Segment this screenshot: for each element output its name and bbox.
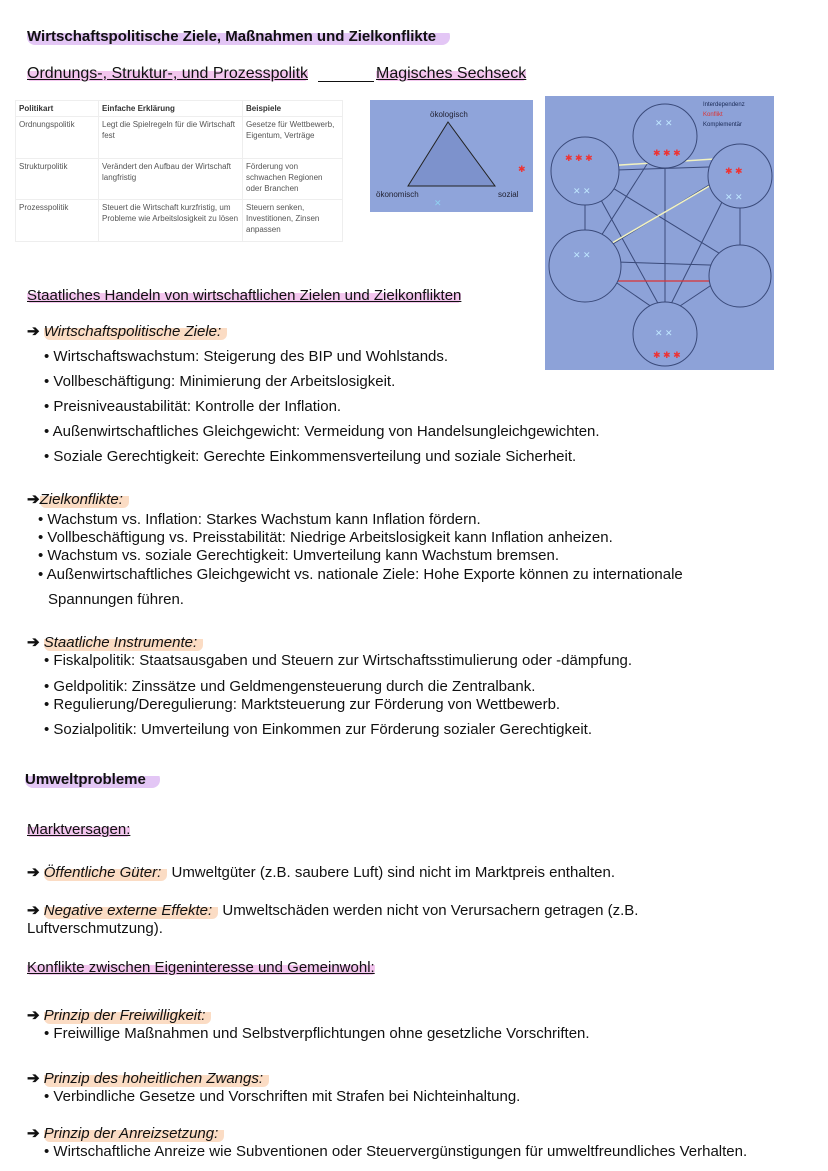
list-item: • Verbindliche Gesetze und Vorschriften mit Strafen bei Nichteinhaltung. (44, 1088, 521, 1105)
definition: Umweltschäden werden nicht von Verursachern getragen (z.B. (218, 902, 639, 919)
cell: Steuert die Wirtschaft kurzfristig, um Probleme wie Arbeitslosigkeit zu lösen (99, 200, 243, 242)
prinzip-anreizsetzung (27, 1125, 224, 1143)
list-item: • Wirtschaftliche Anreize wie Subventionen oder Steuervergünstigungen für umweltfreundliches Verhalten. (44, 1143, 748, 1160)
oeffentliche-gueter (27, 864, 615, 882)
list-item: • Preisniveaustabilität: Kontrolle der Inflation. (44, 398, 342, 415)
heading-text: Prinzip der Anreizsetzung: (44, 1125, 225, 1142)
page-title (27, 28, 450, 46)
divider-line (318, 81, 374, 82)
svg-text:Konflikt: Konflikt (703, 112, 723, 118)
star-mark: ✱ (518, 164, 526, 174)
title-text: Wirtschaftspolitische Ziele, Maßnahmen und Zielkonflikte (27, 28, 450, 45)
header-cell: Beispiele (243, 101, 343, 117)
list-item: • Wirtschaftswachstum: Steigerung des BIP und Wohlstands. (44, 348, 449, 365)
cell: Legt die Spielregeln für die Wirtschaft fest (99, 117, 243, 159)
list-item: • Wachstum vs. soziale Gerechtigkeit: Umverteilung kann Wachstum bremsen. (38, 547, 559, 564)
cross-mark: ✕ (434, 198, 442, 208)
list-item: • Fiskalpolitik: Staatsausgaben und Steuern zur Wirtschaftsstimulierung oder -dämpfung. (44, 652, 633, 669)
list-item: • Geldpolitik: Zinssätze und Geldmengensteuerung durch die Zentralbank. (44, 678, 536, 695)
svg-text:✱ ✱ ✱: ✱ ✱ ✱ (565, 153, 593, 163)
heading-text: Prinzip der Freiwilligkeit: (44, 1007, 212, 1024)
heading-text: Konflikte zwischen Eigeninteresse und Gemeinwohl: (27, 959, 375, 976)
definition: Umweltgüter (z.B. saubere Luft) sind nicht im Marktpreis enthalten. (167, 864, 615, 881)
ziele-heading (27, 323, 227, 341)
svg-text:✱ ✱ ✱: ✱ ✱ ✱ (653, 350, 681, 360)
cell: Verändert den Aufbau der Wirtschaft langfristig (99, 159, 243, 200)
section-umweltprobleme (25, 771, 160, 789)
heading-text: Staatliche Instrumente: (44, 634, 203, 651)
term: Öffentliche Güter: (44, 864, 168, 881)
arrow-icon: ➔ (27, 864, 40, 881)
arrow-icon: ➔ (27, 1007, 40, 1024)
svg-text:✕ ✕: ✕ ✕ (573, 186, 591, 196)
heading-text: Marktversagen: (27, 821, 131, 838)
list-item: • Regulierung/Deregulierung: Marktsteuerung zur Förderung von Wettbewerb. (44, 696, 561, 713)
arrow-icon: ➔ (27, 1070, 40, 1087)
heading-text: Zielkonflikte: (40, 491, 129, 508)
table-row (16, 159, 343, 200)
svg-text:✕ ✕: ✕ ✕ (655, 328, 673, 338)
arrow-icon: ➔ (27, 902, 40, 919)
subheading-text: Magisches Sechseck (376, 65, 527, 82)
section-text: Umweltprobleme (25, 771, 160, 788)
definition-continued: Luftverschmutzung). (27, 920, 163, 937)
list-item: • Wachstum vs. Inflation: Starkes Wachstum kann Inflation fördern. (38, 511, 481, 528)
heading-text: Prinzip des hoheitlichen Zwangs: (44, 1070, 269, 1087)
table-row (16, 117, 343, 159)
header-cell: Politikart (16, 101, 99, 117)
politik-table (15, 100, 343, 242)
magisches-sechseck-image (545, 96, 774, 370)
subheading-sechseck (376, 65, 526, 83)
arrow-icon: ➔ (27, 323, 40, 340)
svg-text:✕ ✕: ✕ ✕ (655, 118, 673, 128)
svg-text:✕ ✕: ✕ ✕ (725, 192, 743, 202)
list-item: • Soziale Gerechtigkeit: Gerechte Einkommensverteilung und soziale Sicherheit. (44, 448, 577, 465)
svg-text:Komplementär: Komplementär (703, 122, 743, 128)
list-item: • Außenwirtschaftliches Gleichgewicht: Vermeidung von Handelsungleichgewichten. (44, 423, 600, 440)
subheading-text: Ordnungs-, Struktur-, und Prozesspolitk (27, 65, 309, 82)
prinzip-zwang (27, 1070, 269, 1088)
label-sozial: sozial (498, 190, 519, 199)
marktversagen-heading (27, 821, 130, 839)
heading-text: Wirtschaftspolitische Ziele: (44, 323, 227, 340)
konflikte-heading (27, 491, 129, 509)
subheading-politik (27, 65, 308, 83)
table-header-row (16, 101, 343, 117)
negative-externe-effekte (27, 902, 638, 920)
list-item: • Vollbeschäftigung vs. Preisstabilität: Niedrige Arbeitslosigkeit kann Inflation anheizen. (38, 529, 613, 546)
section-text: Staatliches Handeln von wirtschaftlichen Zielen und Zielkonflikten (27, 287, 462, 304)
label-oekologisch: ökologisch (430, 110, 468, 119)
triangle-image (370, 100, 533, 212)
list-item: • Vollbeschäftigung: Minimierung der Arbeitslosigkeit. (44, 373, 396, 390)
cell: Ordnungspolitik (16, 117, 99, 159)
instrumente-heading (27, 634, 203, 652)
cell: Gesetze für Wettbewerb, Eigentum, Verträge (243, 117, 343, 159)
list-item: • Sozialpolitik: Umverteilung von Einkommen zur Förderung sozialer Gerechtigkeit. (44, 721, 592, 738)
prinzip-freiwilligkeit (27, 1007, 211, 1025)
konflikte-gemeinwohl-heading (27, 959, 375, 977)
cell: Steuern senken, Investitionen, Zinsen anpassen (243, 200, 343, 242)
list-item: • Freiwillige Maßnahmen und Selbstverpflichtungen ohne gesetzliche Vorschriften. (44, 1025, 590, 1042)
list-item: • Außenwirtschaftliches Gleichgewicht vs. nationale Ziele: Hohe Exporte können zu internationale (38, 566, 683, 583)
cell: Strukturpolitik (16, 159, 99, 200)
arrow-icon: ➔ (27, 491, 40, 508)
svg-text:✕ ✕: ✕ ✕ (573, 250, 591, 260)
table-row (16, 200, 343, 242)
svg-text:Interdependenz: Interdependenz (703, 102, 745, 108)
term: Negative externe Effekte: (44, 902, 218, 919)
svg-text:✱ ✱ ✱: ✱ ✱ ✱ (653, 148, 681, 158)
label-oekonomisch: ökonomisch (376, 190, 419, 199)
list-item: Spannungen führen. (48, 591, 184, 608)
sechseck-diagram (545, 96, 774, 370)
arrow-icon: ➔ (27, 1125, 40, 1142)
cell: Förderung von schwachen Regionen oder Branchen (243, 159, 343, 200)
svg-text:✱ ✱: ✱ ✱ (725, 166, 743, 176)
header-cell: Einfache Erklärung (99, 101, 243, 117)
section-staatliches-handeln (27, 287, 461, 305)
arrow-icon: ➔ (27, 634, 40, 651)
cell: Prozesspolitik (16, 200, 99, 242)
